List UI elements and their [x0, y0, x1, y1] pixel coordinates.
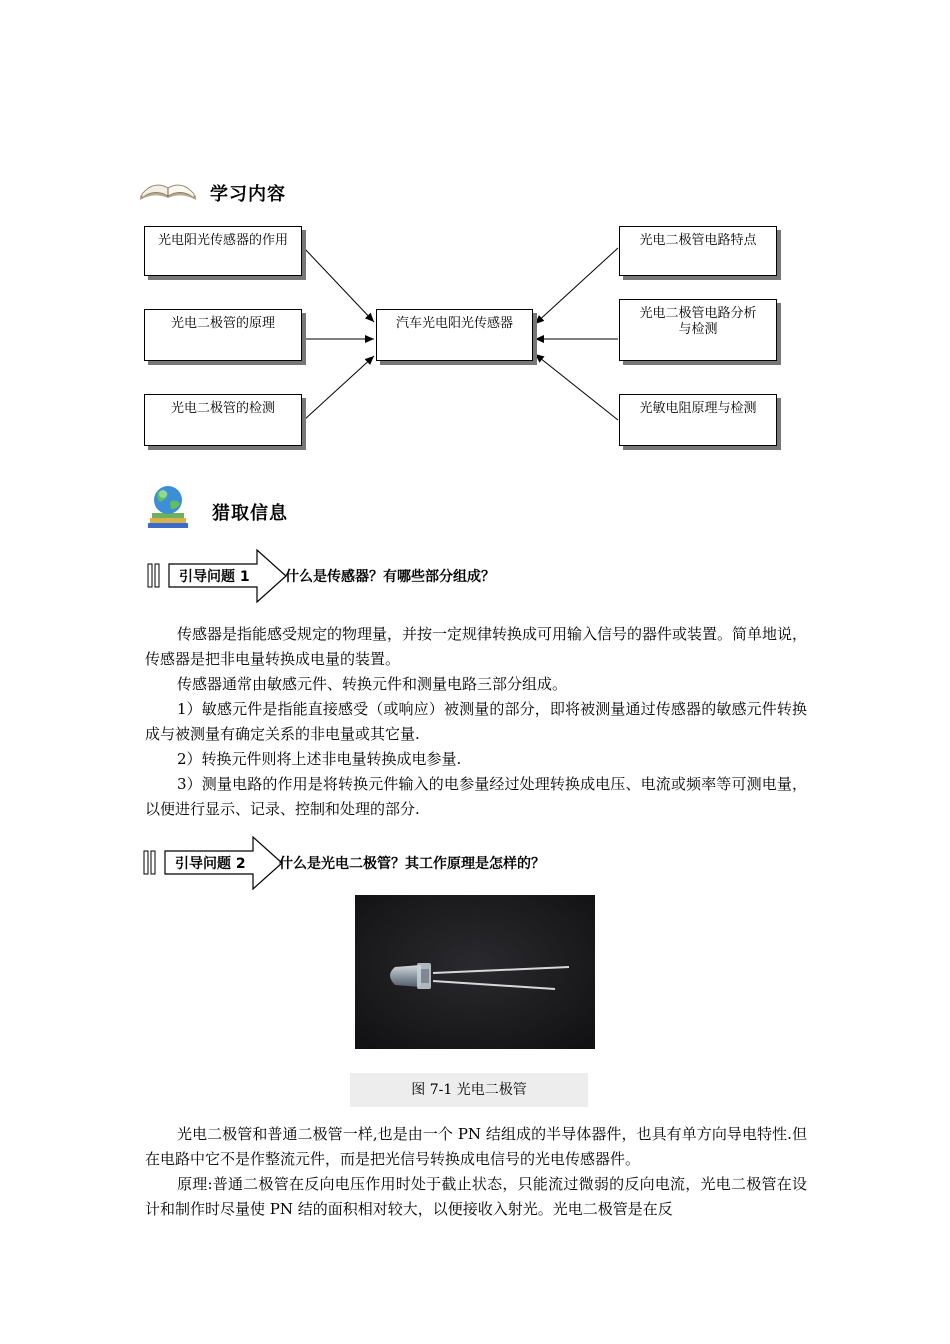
arrow-right-1 — [535, 248, 618, 324]
paragraph: 传感器通常由敏感元件、转换元件和测量电路三部分组成。 — [177, 675, 568, 693]
open-book-icon — [138, 176, 198, 202]
photodiode-photo — [355, 895, 595, 1049]
paragraph: 原理:普通二极管在反向电压作用时处于截止状态，只能流过微弱的反向电流，光电二极管在设计和制作时尽量使 PN 结的面积相对较大，以便接收入射光。光电二极管是在反 — [145, 1175, 807, 1218]
diagram-node-left-3: 光电二极管的检测 — [144, 394, 302, 446]
paragraph: 光电二极管和普通二极管一样,也是由一个 PN 结组成的半导体器件，也具有单方向导电特性.但在电路中它不是作整流元件，而是把光信号转换成电信号的光电传感器件。 — [145, 1125, 807, 1168]
diagram-node-right-1: 光电二极管电路特点 — [619, 226, 777, 276]
section-title-learning: 学习内容 — [210, 184, 286, 205]
diagram-node-right-3: 光敏电阻原理与检测 — [619, 394, 777, 446]
paragraph: 3）测量电路的作用是将转换元件输入的电参量经过处理转换成电压、电流或频率等可测电量，以便进行显示、记录、控制和处理的部分. — [145, 775, 807, 818]
arrow-left-3 — [304, 356, 374, 420]
figure-caption: 图 7-1 光电二极管 — [350, 1073, 588, 1107]
guide-question-2 — [141, 836, 661, 890]
paragraph: 1）敏感元件是指能直接感受（或响应）被测量的部分，即将被测量通过传感器的敏感元件转换成与被测量有确定关系的非电量或其它量. — [145, 700, 807, 743]
diagram-node-left-2: 光电二极管的原理 — [144, 309, 302, 361]
paragraphs-sensor — [145, 622, 807, 822]
guide-question-1 — [145, 549, 645, 603]
paragraph: 2）转换元件则将上述非电量转换成电参量. — [177, 750, 462, 768]
guide-question-text: 什么是光电二极管？其工作原理是怎样的？ — [279, 856, 545, 872]
section-title-info: 猎取信息 — [212, 503, 288, 524]
paragraph: 传感器是指能感受规定的物理量，并按一定规律转换成可用输入信号的器件或装置。简单地说，传感器是把非电量转换成电量的装置。 — [145, 625, 808, 668]
guide-question-text: 什么是传感器？有哪些部分组成？ — [285, 569, 495, 585]
concept-diagram-arrows — [0, 0, 950, 470]
arrow-left-1 — [304, 248, 374, 322]
diagram-node-right-2: 光电二极管电路分析与检测 — [619, 299, 777, 361]
globe-books-icon — [144, 484, 192, 530]
guide-label: 引导问题 1 — [179, 569, 250, 585]
diagram-node-left-1: 光电阳光传感器的作用 — [144, 226, 302, 276]
guide-label: 引导问题 2 — [175, 856, 246, 872]
arrow-right-3 — [535, 354, 618, 420]
diagram-node-center: 汽车光电阳光传感器 — [376, 309, 533, 361]
paragraphs-photodiode — [145, 1122, 807, 1222]
